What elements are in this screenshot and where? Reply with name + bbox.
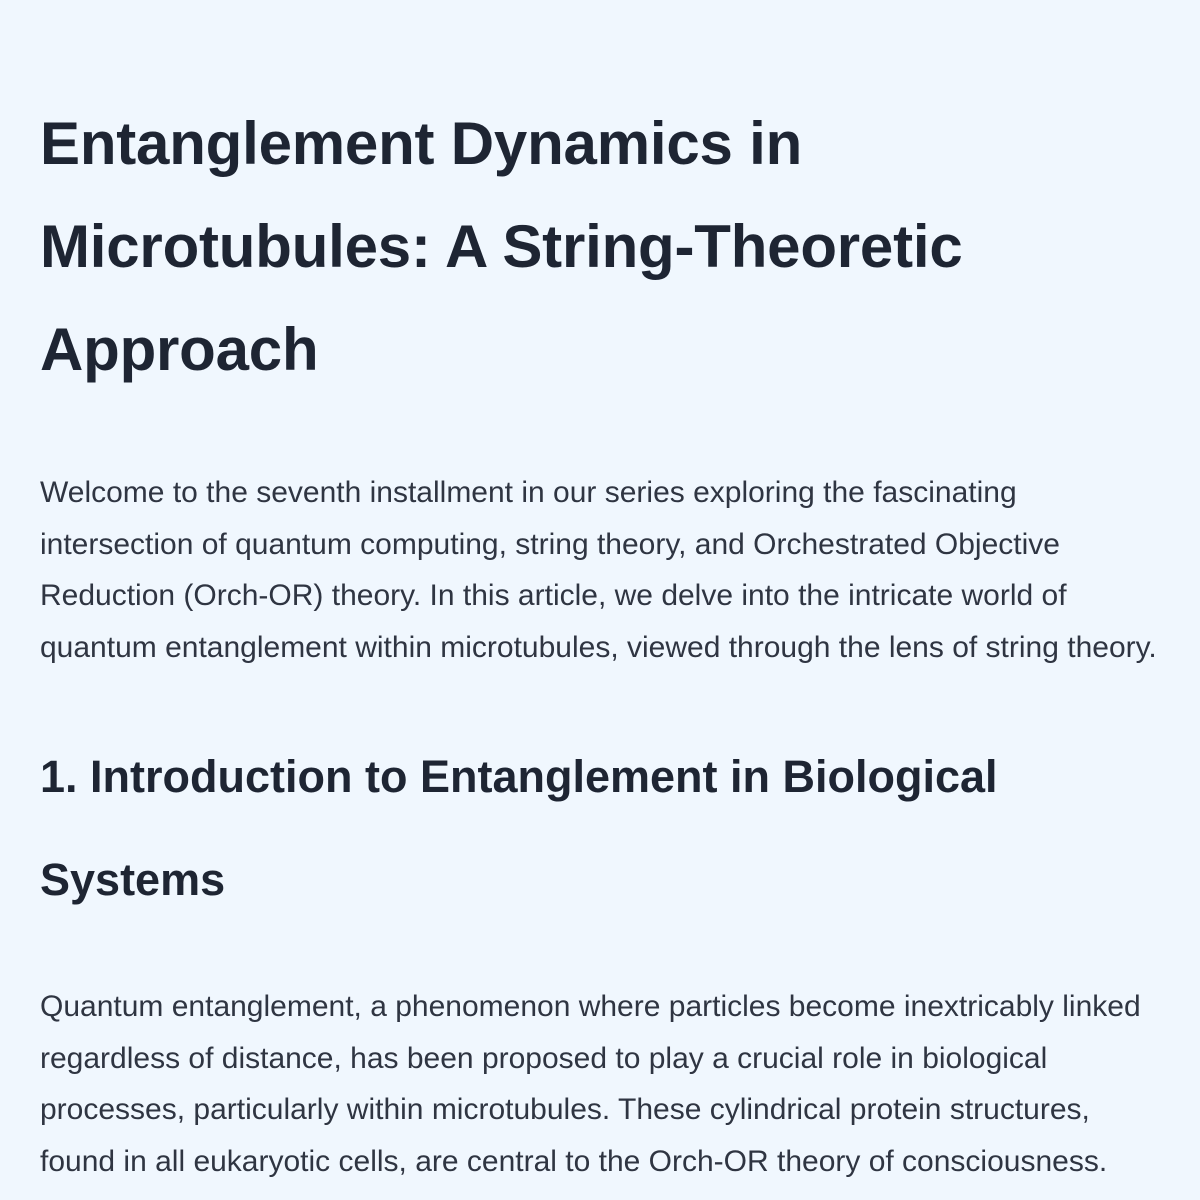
intro-paragraph: Welcome to the seventh installment in our series exploring the fascinating intersection of quantum computing, string theory, and Orchestrated Objective Reduction (Orch-OR) theory. In this article, we delve into the intricate world of quantum entanglement within microtubules, viewed through the lens of string theory. xyxy=(40,476,1157,664)
section-paragraph: Quantum entanglement, a phenomenon where particles become inextricably linked regardless of distance, has been proposed to play a crucial role in biological processes, particularly within microtubules. These cylindrical protein structures, found in all eukaryotic cells, are central to the Orch-OR theory of consciousness. xyxy=(40,990,1141,1178)
section-introduction xyxy=(40,725,1160,1187)
article-title: Entanglement Dynamics in Microtubules: A String-Theoretic Approach xyxy=(40,110,963,383)
section-heading: 1. Introduction to Entanglement in Biological Systems xyxy=(40,751,998,905)
